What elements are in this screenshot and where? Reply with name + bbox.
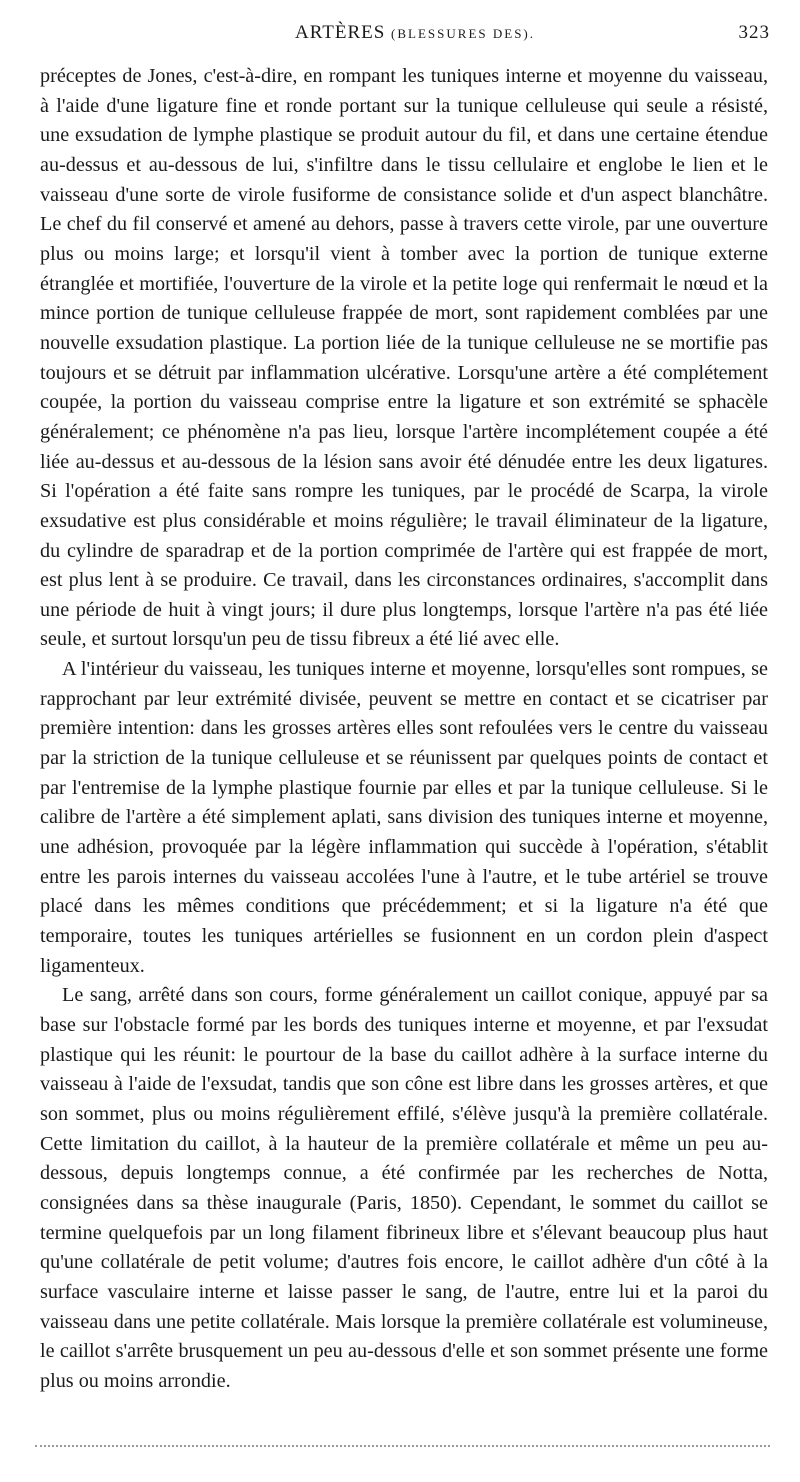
running-title	[60, 22, 770, 44]
paragraph-continued: préceptes de Jones, c'est-à-dire, en rompant les tuniques interne et moyenne du vaisseau, à l'aide d'une ligature fine et ronde portant sur la tunique celluleuse qui seule a résisté, une exsudation de lymphe plastique se produit autour du fil, et dans une certaine étendue au-dessus et au-dessous de lui, s'infiltre dans le tissu cellulaire et englobe le lien et le vaisseau d'une sorte de virole fusiforme de consistance solide et d'un aspect blanchâtre. Le chef du fil conservé et amené au dehors, passe à travers cette virole, par une ouverture plus ou moins large; et lorsqu'il vient à tomber avec la portion de tunique externe étranglée et mortifiée, l'ouverture de la virole et la petite loge qui renfermait le nœud et la mince portion de tunique celluleuse frappée de mort, sont rapidement comblées par une nouvelle exsudation plastique. La portion liée de la tunique celluleuse ne se mortifie pas toujours et se détruit par inflammation ulcérative. Lorsqu'une artère a été complétement coupée, la portion du vaisseau comprise entre la ligature et son extrémité se sphacèle généralement; ce phénomène n'a pas lieu, lorsque l'artère incomplétement coupée a été liée au-dessus et au-dessous de la lésion sans avoir été dénudée entre les deux ligatures. Si l'opération a été faite sans rompre les tuniques, par le procédé de Scarpa, la virole exsudative est plus considérable et moins régulière; le travail éliminateur de la ligature, du cylindre de sparadrap et de la portion comprimée de l'artère qui est frappée de mort, est plus lent à se produire. Ce travail, dans les circonstances ordinaires, s'accomplit dans une période de huit à vingt jours; il dure plus longtemps, lorsque l'artère n'a pas été liée seule, et surtout lorsqu'un peu de tissu fibreux a été lié avec elle.	[40, 65, 768, 651]
page-number: 323	[738, 22, 770, 43]
running-head	[60, 22, 770, 52]
paragraph: Le sang, arrêté dans son cours, forme généralement un caillot conique, appuyé par sa base sur l'obstacle formé par les bords des tuniques interne et moyenne, et par l'exsudat plastique qui les réunit: le pourtour de la base du caillot adhère à la surface interne du vaisseau à l'aide de l'exsudat, tandis que son cône est libre dans les grosses artères, et que son sommet, plus ou moins régulièrement effilé, s'élève jusqu'à la première collatérale. Cette limitation du caillot, à la hauteur de la première collatérale et même un peu au-dessous, depuis longtemps connue, a été confirmée par les recherches de Notta, consignées dans sa thèse inaugurale (Paris, 1850). Cependant, le sommet du caillot se termine quelquefois par un long filament fibrineux libre et s'élevant beaucoup plus haut qu'une collatérale de petit volume; d'autres fois encore, le caillot adhère d'un côté à la surface vasculaire interne et laisse passer le sang, de l'autre, entre lui et la paroi du vaisseau dans une petite collatérale. Mais lorsque la première collatérale est volumineuse, le caillot s'arrête brusquement un peu au-dessous d'elle et son sommet présente une forme plus ou moins arrondie.	[40, 984, 768, 1392]
body-text	[40, 62, 768, 1397]
bottom-rule	[35, 1445, 770, 1447]
paragraph: A l'intérieur du vaisseau, les tuniques interne et moyenne, lorsqu'elles sont rompues, se rapprochant par leur extrémité divisée, peuvent se mettre en contact et se cicatriser par première intention: dans les grosses artères elles sont refoulées vers le centre du vaisseau par la striction de la tunique celluleuse et se réunissent par quelques points de contact et par l'entremise de la lymphe plastique fournie par elles et par la tunique celluleuse. Si le calibre de l'artère a été simplement aplati, sans division des tuniques interne et moyenne, une adhésion, provoquée par la légère inflammation qui succède à l'opération, s'établit entre les parois internes du vaisseau accolées l'une à l'autre, et le tube artériel se trouve placé dans les mêmes conditions que précédemment; et si la ligature n'a été que temporaire, toutes les tuniques artérielles se fusionnent en un cordon plein d'aspect ligamenteux.	[40, 658, 768, 977]
header-title: ARTÈRES	[294, 22, 386, 43]
header-subtitle: (BLESSURES DES).	[391, 26, 536, 41]
